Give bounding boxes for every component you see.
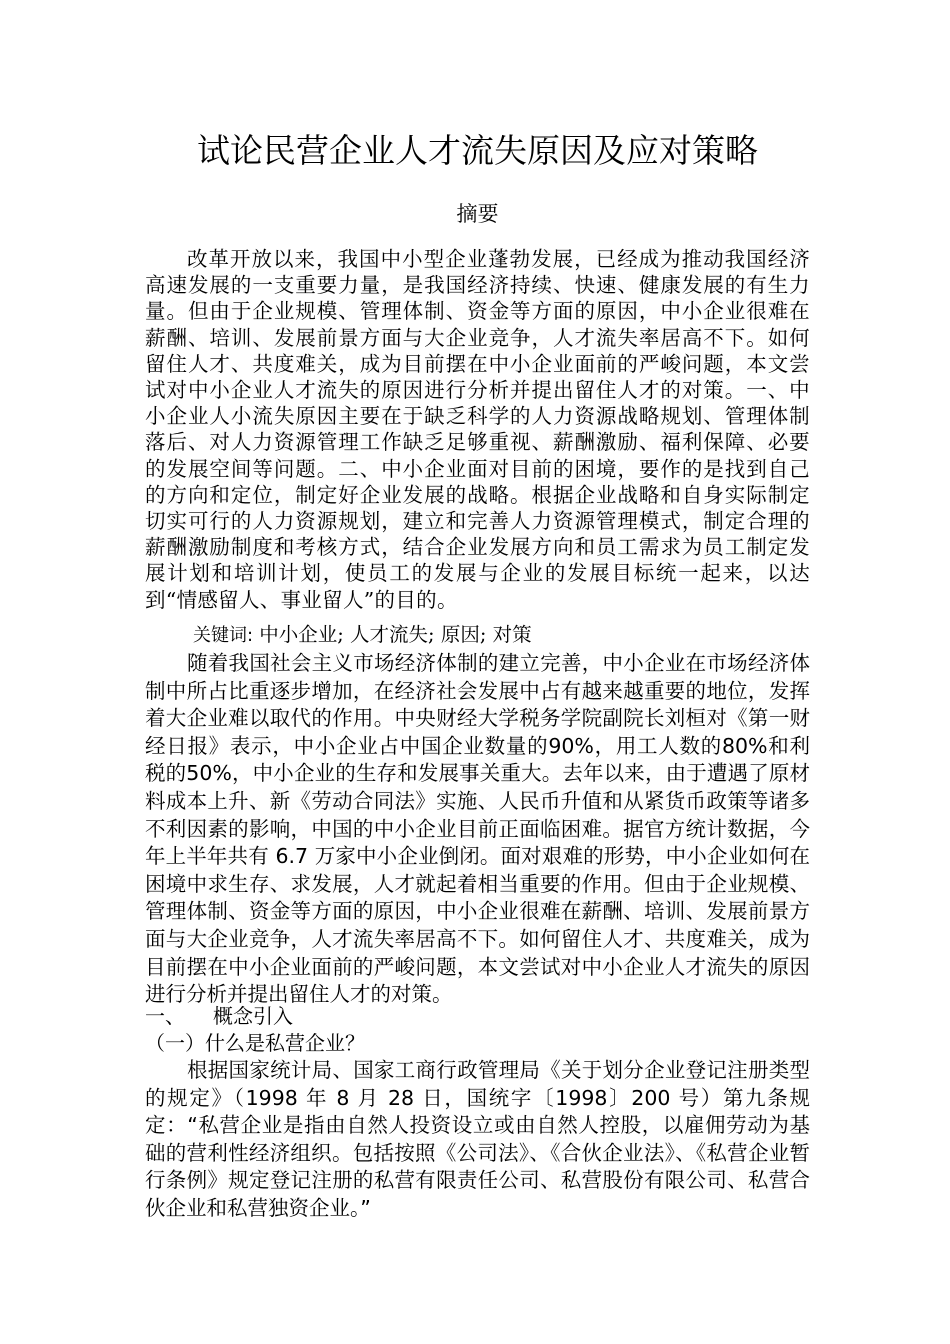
- document-title: 试论民营企业人才流失原因及应对策略: [197, 131, 758, 170]
- section-heading: [145, 1002, 810, 1030]
- section-title: 概念引入: [213, 1004, 293, 1028]
- intro-paragraph: 随着我国社会主义市场经济体制的建立完善，中小企业在市场经济体制中所占比重逐步增加，在经济社会发展中占有越来越重要的地位，发挥着大企业难以取代的作用。中央财经大学税务学院副院长刘桓对《第一财经日报》表示，中小企业占中国企业数量的90%，用工人数的80%和利税的50%，中小企业的生存和发展事关重大。去年以来，由于遭遇了原材料成本上升、新《劳动合同法》实施、人民币升值和从紧货币政策等诸多不利因素的影响，中国的中小企业目前正面临困难。据官方统计数据，今年上半年共有 6.7 万家中小企业倒闭。面对艰难的形势，中小企业如何在困境中求生存、求发展，人才就起着相当重要的作用。但由于企业规模、管理体制、资金等方面的原因，中小企业很难在薪酬、培训、发展前景方面与大企业竞争，人才流失率居高不下。如何留住人才、共度难关，成为目前摆在中小企业面前的严峻问题，本文尝试对中小企业人才流失的原因进行分析并提出留住人才的对策。: [145, 651, 810, 1007]
- abstract-heading: 摘要: [456, 202, 499, 226]
- section-number: 一、: [145, 1004, 185, 1028]
- keywords-line: [193, 621, 813, 650]
- keywords-label: 关键词:: [193, 625, 254, 646]
- subsection-heading: （一）什么是私营企业？: [145, 1031, 365, 1055]
- section-paragraph: 根据国家统计局、国家工商行政管理局《关于划分企业登记注册类型的规定》（1998 年 8 月 28 日，国统字〔1998〕200 号）第九条规定：“私营企业是指由自然人投资设立或由自然人控股，以雇佣劳动为基础的营利性经济组织。包括按照《公司法》、《合伙企业法》、《私营企业暂行条例》规定登记注册的私营有限责任公司、私营股份有限公司、私营合伙企业和私营独资企业。”: [145, 1058, 810, 1220]
- abstract-paragraph: 改革开放以来，我国中小型企业蓬勃发展，已经成为推动我国经济高速发展的一支重要力量，是我国经济持续、快速、健康发展的有生力量。但由于企业规模、管理体制、资金等方面的原因，中小企业很难在薪酬、培训、发展前景方面与大企业竞争，人才流失率居高不下。如何留住人才、共度难关，成为目前摆在中小企业面前的严峻问题，本文尝试对中小企业人才流失的原因进行分析并提出留住人才的对策。一、中小企业人小流失原因主要在于缺乏科学的人力资源战略规划、管理体制落后、对人力资源管理工作缺乏足够重视、薪酬激励、福利保障、必要的发展空间等问题。二、中小企业面对目前的困境，要作的是找到自己的方向和定位，制定好企业发展的战略。根据企业战略和自身实际制定切实可行的人力资源规划，建立和完善人力资源管理模式，制定合理的薪酬激励制度和考核方式，结合企业发展方向和员工需求为员工制定发展计划和培训计划，使员工的发展与企业的发展目标统一起来，以达到“情感留人、事业留人”的目的。: [145, 247, 810, 612]
- keywords-text: 中小企业; 人才流失; 原因; 对策: [259, 623, 532, 646]
